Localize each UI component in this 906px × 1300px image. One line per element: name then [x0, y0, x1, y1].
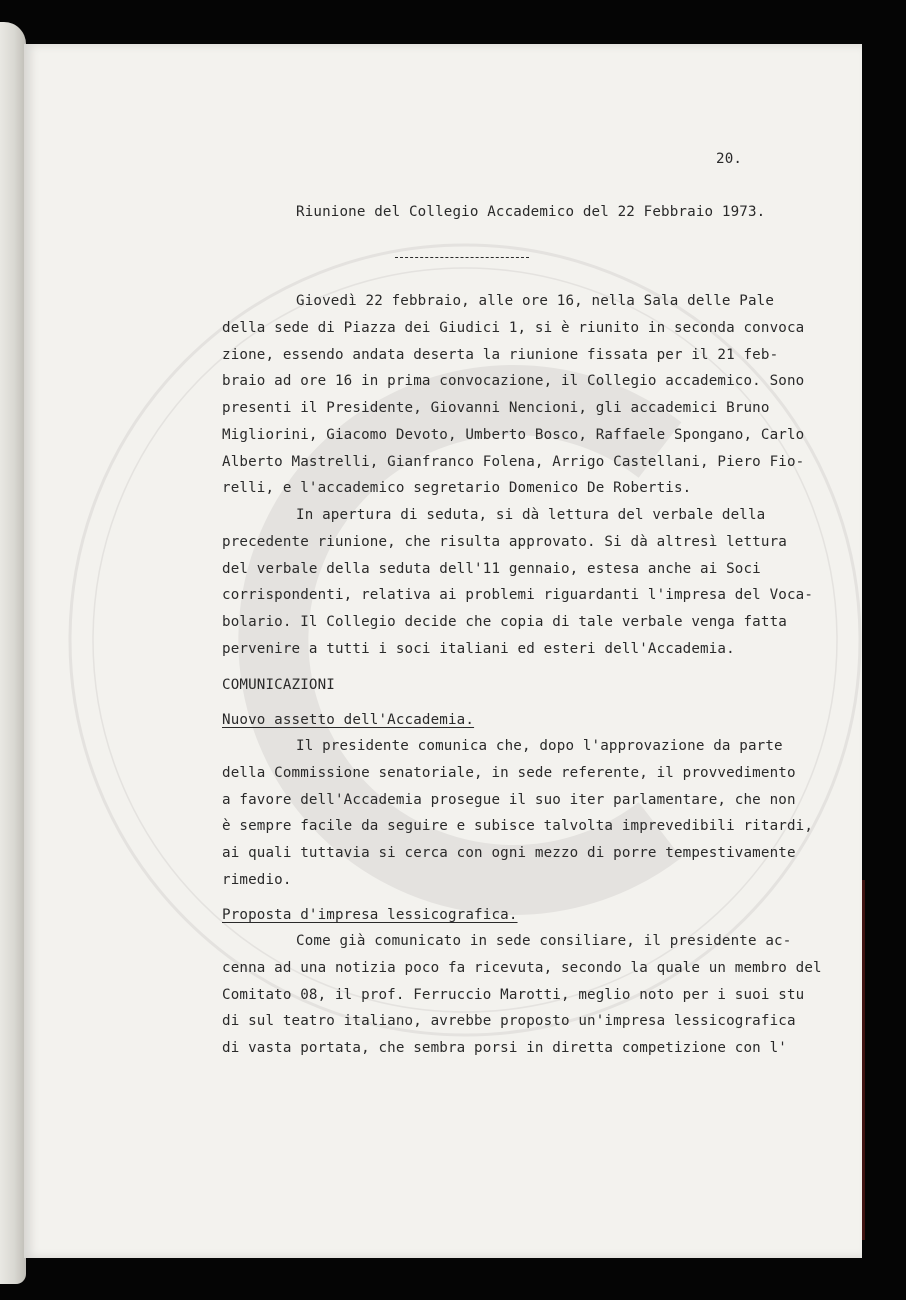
body-line: della sede di Piazza dei Giudici 1, si è riunito in seconda convoca [222, 320, 805, 336]
body-line: del verbale della seduta dell'11 gennaio, estesa anche ai Soci [222, 561, 761, 577]
body-line: bolario. Il Collegio decide che copia di tale verbale venga fatta [222, 614, 787, 630]
body-line: braio ad ore 16 in prima convocazione, il Collegio accademico. Sono [222, 373, 805, 389]
body-line: ai quali tuttavia si cerca con ogni mezzo di porre tempestivamente [222, 845, 796, 861]
body-line: Alberto Mastrelli, Gianfranco Folena, Arrigo Castellani, Piero Fio- [222, 454, 805, 470]
body-line: Migliorini, Giacomo Devoto, Umberto Bosco, Raffaele Spongano, Carlo [222, 427, 805, 443]
body-line: Come già comunicato in sede consiliare, il presidente ac- [296, 933, 792, 949]
body-line: cenna ad una notizia poco fa ricevuta, secondo la quale un membro del [222, 960, 822, 976]
body-line: della Commissione senatoriale, in sede referente, il provvedimento [222, 765, 796, 781]
body-line: è sempre facile da seguire e subisce talvolta imprevedibili ritardi, [222, 818, 814, 834]
body-line: corrispondenti, relativa ai problemi riguardanti l'impresa del Voca- [222, 587, 814, 603]
body-line: di sul teatro italiano, avrebbe proposto un'impresa lessicografica [222, 1013, 796, 1029]
body-line: In apertura di seduta, si dà lettura del verbale della [296, 507, 766, 523]
body-line: precedente riunione, che risulta approvato. Si dà altresì lettura [222, 534, 787, 550]
subsection-heading: Proposta d'impresa lessicografica. [222, 907, 518, 923]
title-divider [395, 257, 529, 258]
page-number: 20. [716, 151, 743, 167]
body-line: di vasta portata, che sembra porsi in diretta competizione con l' [222, 1040, 787, 1056]
body-line: zione, essendo andata deserta la riunione fissata per il 21 feb- [222, 347, 779, 363]
body-line: Giovedì 22 febbraio, alle ore 16, nella Sala delle Pale [296, 293, 775, 309]
section-heading: COMUNICAZIONI [222, 677, 335, 693]
body-line: Il presidente comunica che, dopo l'approvazione da parte [296, 738, 783, 754]
body-line: a favore dell'Accademia prosegue il suo iter parlamentare, che non [222, 792, 796, 808]
body-line: pervenire a tutti i soci italiani ed esteri dell'Accademia. [222, 641, 735, 657]
subsection-heading: Nuovo assetto dell'Accademia. [222, 712, 475, 728]
body-line: rimedio. [222, 872, 292, 888]
document-title: Riunione del Collegio Accademico del 22 Febbraio 1973. [296, 204, 766, 220]
body-line: relli, e l'accademico segretario Domenico De Robertis. [222, 480, 692, 496]
body-line: presenti il Presidente, Giovanni Nencioni, gli accademici Bruno [222, 400, 770, 416]
body-line: Comitato 08, il prof. Ferruccio Marotti, meglio noto per i suoi stu [222, 987, 805, 1003]
previous-page-edge [0, 22, 26, 1284]
